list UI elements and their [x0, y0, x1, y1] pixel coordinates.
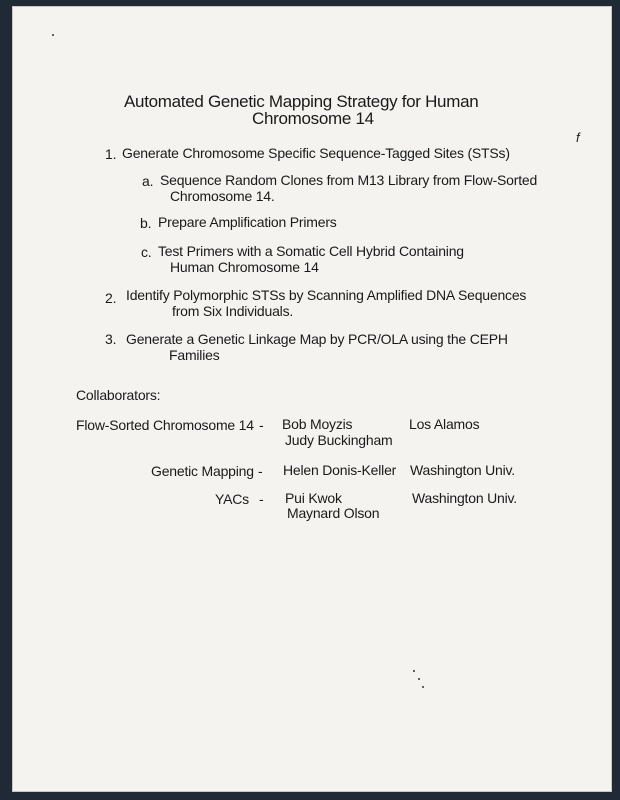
- collaborator-person: Judy Buckingham: [285, 432, 393, 448]
- collaborator-institution: Washington Univ.: [412, 490, 517, 506]
- substep-b-line-1: Prepare Amplification Primers: [158, 214, 337, 230]
- title-line-2: Chromosome 14: [252, 109, 374, 128]
- collaborator-person: Pui Kwok: [285, 490, 342, 506]
- collaborator-person: Bob Moyzis: [282, 416, 353, 432]
- collaborator-person: Maynard Olson: [287, 505, 380, 521]
- paper-speck: [422, 686, 424, 688]
- collaborator-dash: -: [259, 417, 264, 433]
- paper-speck: [52, 34, 54, 36]
- paper-speck: [418, 678, 420, 680]
- substep-a-line-1: Sequence Random Clones from M13 Library from Flow-Sorted: [160, 172, 538, 188]
- substep-c-line-2: Human Chromosome 14: [170, 259, 319, 275]
- collaborator-institution: Washington Univ.: [410, 462, 515, 478]
- paper-speck: [413, 670, 415, 672]
- substep-b-letter: b.: [140, 215, 152, 231]
- collaborators-heading: Collaborators:: [76, 387, 161, 403]
- collaborator-area: YACs: [215, 491, 249, 507]
- substep-c-line-1: Test Primers with a Somatic Cell Hybrid Containing: [158, 243, 464, 259]
- title-line-1: Automated Genetic Mapping Strategy for Human: [124, 92, 479, 111]
- substep-a-letter: a.: [142, 173, 154, 189]
- step-3-number: 3.: [105, 331, 117, 347]
- step-2-number: 2.: [105, 290, 117, 306]
- collaborator-dash: -: [259, 491, 264, 507]
- step-2-line-2: from Six Individuals.: [172, 303, 294, 319]
- collaborator-institution: Los Alamos: [409, 416, 480, 432]
- step-1-text: Generate Chromosome Specific Sequence-Tagged Sites (STSs): [122, 145, 510, 161]
- margin-mark: f: [576, 130, 580, 145]
- step-3-line-2: Families: [169, 347, 220, 363]
- substep-a-line-2: Chromosome 14.: [170, 188, 275, 204]
- collaborator-person: Helen Donis-Keller: [283, 462, 397, 478]
- document-page: [12, 6, 612, 792]
- collaborator-area: Flow-Sorted Chromosome 14: [76, 417, 254, 433]
- step-2-line-1: Identify Polymorphic STSs by Scanning Amplified DNA Sequences: [126, 287, 527, 303]
- substep-c-letter: c.: [141, 244, 152, 260]
- step-3-line-1: Generate a Genetic Linkage Map by PCR/OLA using the CEPH: [126, 331, 508, 347]
- step-1-number: 1.: [105, 146, 117, 162]
- collaborator-dash: -: [258, 463, 263, 479]
- collaborator-area: Genetic Mapping: [151, 463, 254, 479]
